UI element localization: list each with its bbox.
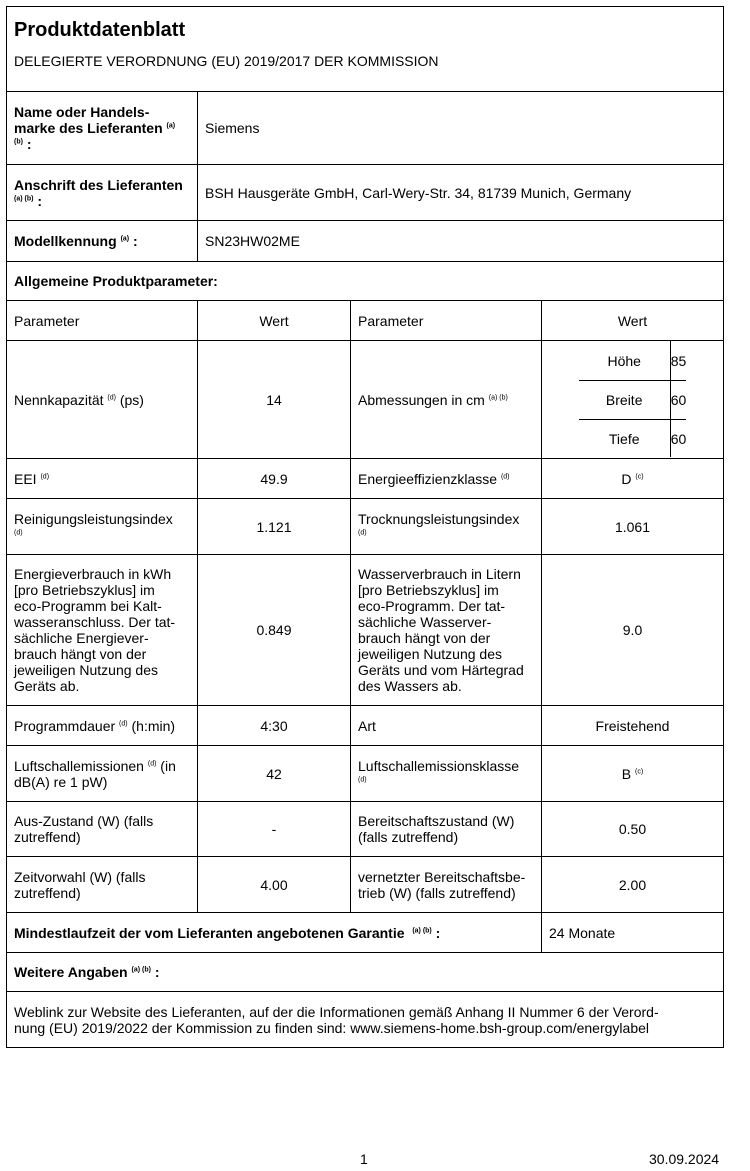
footnote-d: (d) (14, 528, 23, 536)
delay-start-value: 4.00 (197, 857, 350, 912)
warranty-label (7, 913, 541, 952)
noise-emission-value: 42 (197, 746, 350, 801)
warranty-value: 24 Monate (541, 913, 723, 952)
warranty-row (7, 912, 723, 952)
standby-label: Bereitschaftszustand (W) (falls zutreffend) (350, 802, 541, 856)
noise-emission-label (7, 746, 197, 801)
column-header-row (7, 300, 723, 340)
footnote-b: (b) (14, 138, 23, 146)
energy-consumption-value: 0.849 (197, 555, 350, 705)
supplier-weblink-text: Weblink zur Website des Lieferanten, auf der die Informationen gemäß Anhang II Nummer 6 der Verord- nung (EU) 2019/2022 der Kommission zu finden sind: www.siemens-home.bsh-group.com/energylabel (14, 1003, 659, 1036)
further-info-label-text: Weitere Angaben (14, 964, 128, 980)
dimensions-label (350, 341, 541, 458)
label-suffix: : (129, 233, 138, 249)
height-label: Höhe (579, 341, 671, 380)
drying-index-value: 1.061 (541, 499, 723, 554)
performance-index-row (7, 498, 723, 554)
page-number: 1 (360, 1151, 368, 1167)
noise-class-label-text: Luftschallemissionsklasse (358, 757, 520, 774)
capacity-label-text: Nennkapazität (14, 391, 104, 408)
eei-row (7, 458, 723, 498)
noise-class-label (350, 746, 541, 801)
supplier-name-label (7, 92, 197, 164)
label-suffix: : (22, 136, 32, 152)
footnote-ab: (a) (b) (14, 194, 34, 202)
capacity-label (7, 341, 197, 458)
height-value: 85 (670, 352, 687, 369)
networked-standby-label: vernetzter Bereitschaftsbe- trieb (W) (falls zutreffend) (350, 857, 541, 912)
footnote-d: (d) (358, 528, 367, 536)
footnote-a: (a) (120, 235, 130, 243)
capacity-dimensions-row (7, 340, 723, 458)
supplier-name-value: Siemens (197, 92, 723, 164)
product-data-sheet (6, 6, 724, 1048)
duration-row (7, 705, 723, 745)
footnote-c: (c) (635, 767, 644, 775)
page-title: Produktdatenblatt (14, 18, 186, 41)
water-consumption-value: 9.0 (541, 555, 723, 705)
eei-label-text: EEI (14, 470, 37, 487)
warranty-label-text: Mindestlaufzeit der vom Lieferanten angebotenen Garantie (14, 924, 405, 941)
label-suffix: : (431, 924, 441, 941)
delay-networked-row (7, 856, 723, 912)
program-duration-label-text: Programmdauer (14, 717, 116, 734)
column-header-parameter: Parameter (14, 312, 80, 329)
column-header-parameter: Parameter (350, 301, 541, 340)
noise-unit: dB(A) re 1 pW) (14, 773, 108, 790)
capacity-value: 14 (197, 341, 350, 458)
dimensions-label-text: Abmessungen in cm (358, 391, 485, 408)
eei-value: 49.9 (197, 459, 350, 498)
standby-value: 0.50 (541, 802, 723, 856)
column-header-value: Wert (541, 301, 723, 340)
type-label: Art (350, 706, 541, 745)
footnote-d: (d) (107, 393, 116, 401)
noise-class-value-text: B (621, 765, 632, 782)
eei-label (7, 459, 197, 498)
cleaning-index-label-text: Reinigungsleistungsindex (14, 510, 173, 527)
dimensions-table (541, 341, 723, 458)
capacity-unit: (ps) (115, 391, 144, 408)
regulation-subtitle: DELEGIERTE VERORDNUNG (EU) 2019/2017 DER KOMMISSION (14, 53, 439, 69)
footnote-d: (d) (147, 759, 157, 767)
supplier-address-row (7, 164, 723, 220)
supplier-address-label (7, 165, 197, 220)
width-value: 60 (670, 392, 687, 408)
drying-index-label-text: Trocknungsleistungsindex (358, 510, 520, 527)
program-duration-value: 4:30 (197, 706, 350, 745)
further-info-label (7, 953, 723, 991)
cleaning-index-value: 1.121 (197, 499, 350, 554)
footnote-d: (d) (119, 719, 128, 727)
label-suffix: : (150, 964, 160, 980)
footnote-d: (d) (40, 472, 50, 480)
dimension-depth-row (579, 419, 687, 457)
document-date: 30.09.2024 (649, 1151, 720, 1167)
footnote-ab: (a) (b) (488, 393, 508, 401)
dimension-width-row (579, 380, 687, 419)
dimension-height-row (579, 341, 687, 380)
off-mode-label: Aus-Zustand (W) (falls zutreffend) (14, 813, 154, 845)
cleaning-index-label (7, 499, 197, 554)
noise-label-text: Luftschallemissionen (14, 757, 144, 774)
footnote-c: (c) (635, 472, 644, 480)
type-value: Freistehend (541, 706, 723, 745)
program-duration-label (7, 706, 197, 745)
energy-class-label-text: Energieeffizienzklasse (358, 470, 498, 487)
consumption-row (7, 554, 723, 705)
model-label (7, 221, 197, 261)
noise-label-text: (in (156, 757, 176, 774)
further-info-text-row (7, 991, 723, 1047)
footnote-d: (d) (500, 472, 510, 480)
energy-class-value-text: D (621, 470, 632, 487)
energy-class-value (541, 459, 723, 498)
depth-value: 60 (670, 430, 687, 447)
noise-row (7, 745, 723, 801)
networked-standby-value: 2.00 (541, 857, 723, 912)
further-info-row (7, 952, 723, 991)
off-standby-row (7, 801, 723, 856)
energy-class-label (350, 459, 541, 498)
model-label-text: Modellkennung (14, 233, 117, 249)
noise-class-value (541, 746, 723, 801)
supplier-address-label-text: Anschrift des Lieferanten (14, 176, 183, 193)
model-value: SN23HW02ME (197, 221, 723, 261)
width-label: Breite (579, 381, 671, 419)
footnote-ab: (a) (b) (412, 926, 432, 934)
column-header-value: Wert (197, 301, 350, 340)
water-consumption-label: Wasserverbrauch in Litern [pro Betriebszyklus] im eco-Programm. Der tat- sächliche Wasserver- brauch hängt von der jeweiligen Nutzung des Geräts und vom Härtegrad des Wassers ab. (350, 555, 541, 705)
general-heading: Allgemeine Produktparameter: (14, 273, 218, 289)
footnote-ab: (a) (b) (131, 966, 151, 974)
general-heading-row (7, 261, 723, 300)
energy-consumption-label: Energieverbrauch in kWh [pro Betriebszyklus] im eco-Programm bei Kalt- wasseranschluss. Der tat- sächliche Energiever- brauch hängt von der jeweiligen Nutzung des Geräts ab. (14, 566, 176, 694)
off-mode-value: - (197, 802, 350, 856)
label-suffix: : (33, 192, 43, 209)
footnote-a: (a) (166, 122, 176, 130)
drying-index-label (350, 499, 541, 554)
depth-label: Tiefe (579, 420, 671, 457)
supplier-name-row (7, 91, 723, 164)
model-row (7, 220, 723, 261)
footnote-d: (d) (358, 775, 367, 783)
duration-unit: (h:min) (127, 717, 176, 734)
supplier-name-label-text: Name oder Handels- marke des Lieferanten (14, 104, 163, 136)
supplier-address-value: BSH Hausgeräte GmbH, Carl-Wery-Str. 34, 81739 Munich, Germany (197, 165, 723, 220)
delay-start-label: Zeitvorwahl (W) (falls zutreffend) (14, 868, 146, 901)
